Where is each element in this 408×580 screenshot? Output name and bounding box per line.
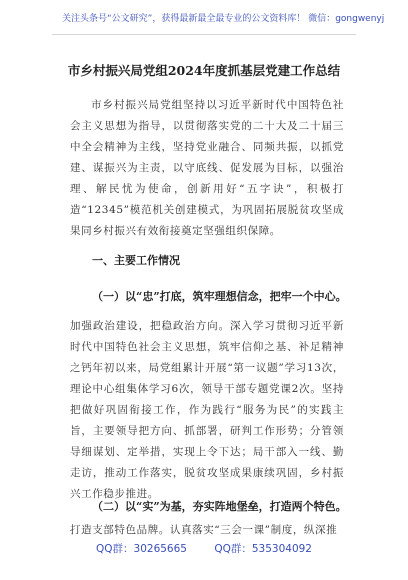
footer-contacts [0,541,408,557]
header-divider [52,34,356,35]
footer-qq-group-2: QQ群：535304092 [214,543,312,555]
sub-1-paragraph: 加强政治建设，把稳政治方向。深入学习贯彻习近平新时代中国特色社会主义思想，筑牢信仰之基、补足精神之钙年初以来，局党组累计开展“第一议题”学习13次，理论中心组集体学习6次，领导干部专题党课2次。坚持把做好巩固衔接工作，作为践行“服务为民”的实践主旨，主要领导把方向、抓部署，研判工作形势；分管领导细谋划、定举措，实现上令下达；局干部入一线、勤走访，推动工作落实，脱贫攻坚成果康续巩固，乡村振兴工作稳步推进。 [70,320,344,500]
document-title: 市乡村振兴局党组2024年度抓基层党建工作总结 [67,63,341,78]
section-heading: 一、主要工作情况 [92,254,180,267]
header-notice: 关注头条号“公文研究”，获得最新最全最专业的公文资料库！ 微信：gongwenyj [62,14,385,24]
sub-heading-2: （二）以“实”为基，夯实阵地堡垒，打造两个特色。 [92,500,347,513]
sub-2-paragraph: 打造支部特色品牌。认真落实“三会一课”制度，纵深推 [70,524,338,536]
sub-heading-1: （一）以“忠”打底，筑牢理想信念，把牢一个中心。 [92,290,347,303]
intro-paragraph: 市乡村振兴局党组坚持以习近平新时代中国特色社会主义思想为指导，以贯彻落实党的二十大及二十届三中全会精神为主线，坚持党业融合、同频共振，以抓党建、谋振兴为主责，以守底线、促发展为目标，以强治理、解民忧为使命，创新用好“五字诀”，积极打造“12345”模范机关创建模式，为巩固拓展脱贫攻坚成果同乡村振兴有效衔接奠定坚强组织保障。 [70,99,344,237]
footer-qq-group-1: QQ群：30265665 [96,543,187,555]
